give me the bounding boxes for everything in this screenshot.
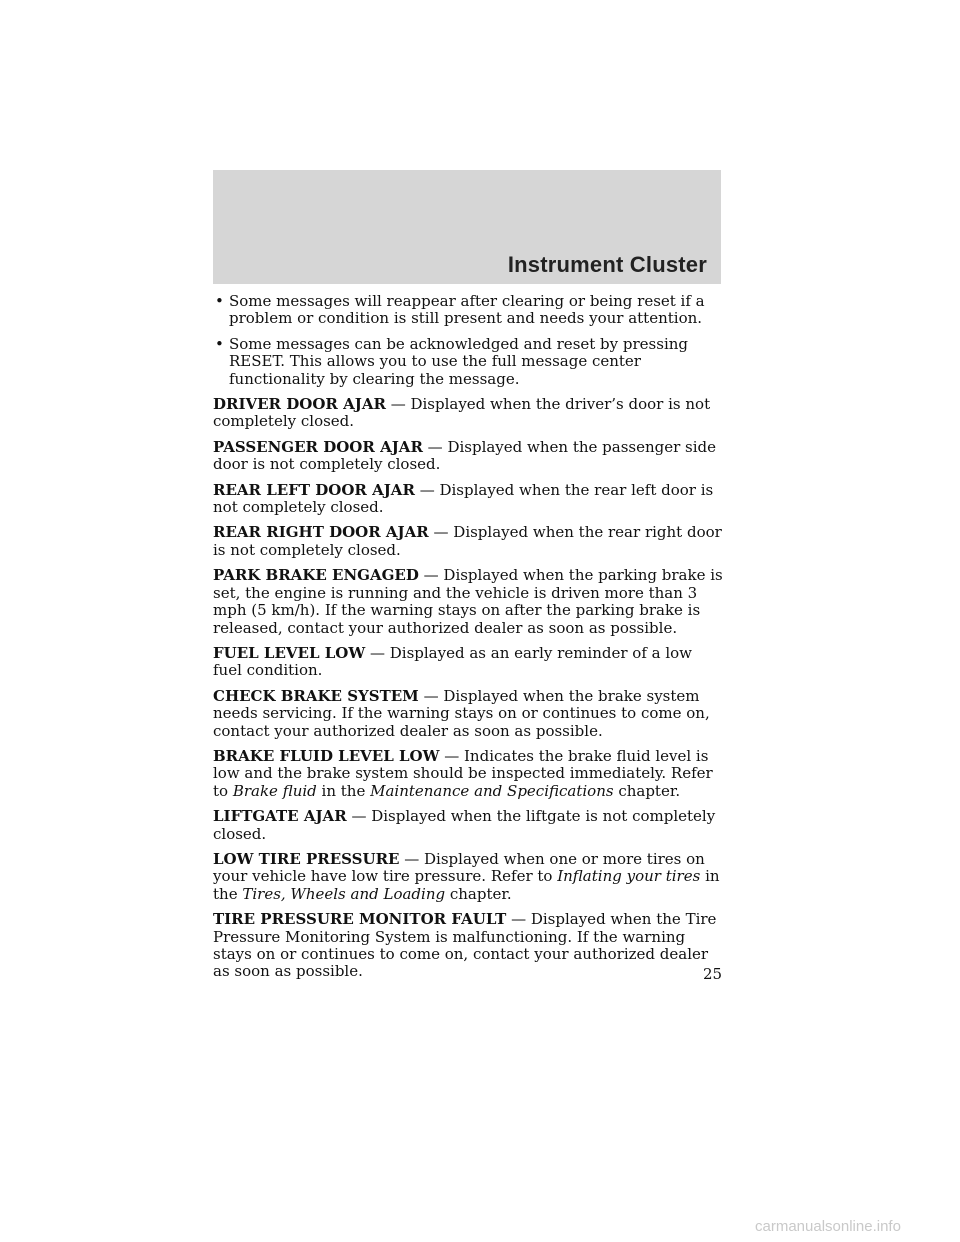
bullet-icon: • — [215, 292, 224, 310]
message-term: LOW TIRE PRESSURE — [213, 849, 400, 868]
message-entry — [213, 482, 725, 517]
message-entry — [213, 645, 725, 680]
bullet-text: Some messages can be acknowledged and reset by pressing RESET. This allows you to use the full message center functionality by clearing the message. — [229, 334, 689, 388]
message-entry — [213, 396, 725, 431]
message-term: REAR LEFT DOOR AJAR — [213, 480, 415, 499]
chapter-title: Instrument Cluster — [507, 252, 707, 277]
message-entry — [213, 688, 725, 740]
watermark: carmanualsonline.info — [755, 1218, 901, 1235]
message-description: — Displayed as an early reminder of a low fuel condition. — [213, 643, 693, 680]
message-description: — Indicates the brake fluid level is low and the brake system should be inspected immediately. Refer to — [213, 746, 713, 800]
message-description: — Displayed when the rear left door is not completely closed. — [213, 480, 714, 517]
reference-chapter: Maintenance and Specifications — [370, 781, 614, 800]
message-entry — [213, 911, 725, 981]
bullet-item — [213, 293, 725, 328]
message-description: — Displayed when the passenger side door is not completely closed. — [213, 437, 717, 474]
message-entry — [213, 524, 725, 559]
message-entry — [213, 748, 725, 800]
message-entry — [213, 567, 725, 637]
bullet-text: Some messages will reappear after clearing or being reset if a problem or condition is still present and needs your attention. — [229, 292, 705, 328]
message-description: — Displayed when the liftgate is not completely closed. — [213, 807, 716, 843]
message-description: — Displayed when the brake system needs servicing. If the warning stays on or continues to come on, contact your authorized dealer as soon as possible. — [213, 686, 710, 740]
message-term: DRIVER DOOR AJAR — [213, 395, 386, 414]
reference-tail: chapter. — [445, 884, 512, 903]
message-description: — Displayed when one or more tires on your vehicle have low tire pressure. Refer to — [213, 849, 705, 886]
bullet-item — [213, 336, 725, 388]
message-entry — [213, 851, 725, 903]
message-term: FUEL LEVEL LOW — [213, 643, 366, 662]
page-number: 25 — [703, 965, 723, 983]
message-description: — Displayed when the Tire Pressure Monitoring System is malfunctioning. If the warning stays on or continues to come on, contact your authorized dealer as soon as possible. — [213, 910, 717, 981]
page-content — [213, 293, 725, 989]
bullet-icon: • — [215, 334, 224, 353]
message-term: CHECK BRAKE SYSTEM — [213, 686, 419, 705]
message-term: BRAKE FLUID LEVEL LOW — [213, 746, 440, 765]
reference-tail: chapter. — [613, 781, 681, 800]
message-entry — [213, 439, 725, 474]
message-description: — Displayed when the driver’s door is not completely closed. — [213, 395, 711, 431]
chapter-header-band — [213, 170, 721, 284]
message-term: LIFTGATE AJAR — [213, 807, 347, 826]
message-description: — Displayed when the parking brake is set, the engine is running and the vehicle is driven more than 3 mph (5 km/h). If the warning stays on after the parking brake is released, contact your authorized dealer as soon as possible. — [213, 566, 723, 637]
reference-connector: in the — [213, 867, 720, 903]
reference-topic: Inflating your tires — [557, 867, 701, 886]
message-entry — [213, 808, 725, 843]
reference-chapter: Tires, Wheels and Loading — [242, 884, 446, 903]
message-term: TIRE PRESSURE MONITOR FAULT — [213, 910, 507, 929]
reference-topic: Brake fluid — [232, 781, 317, 800]
message-term: REAR RIGHT DOOR AJAR — [213, 523, 429, 542]
reference-connector: in the — [316, 781, 371, 800]
message-description: — Displayed when the rear right door is not completely closed. — [213, 523, 722, 559]
message-term: PARK BRAKE ENGAGED — [213, 566, 419, 585]
message-term: PASSENGER DOOR AJAR — [213, 437, 423, 456]
